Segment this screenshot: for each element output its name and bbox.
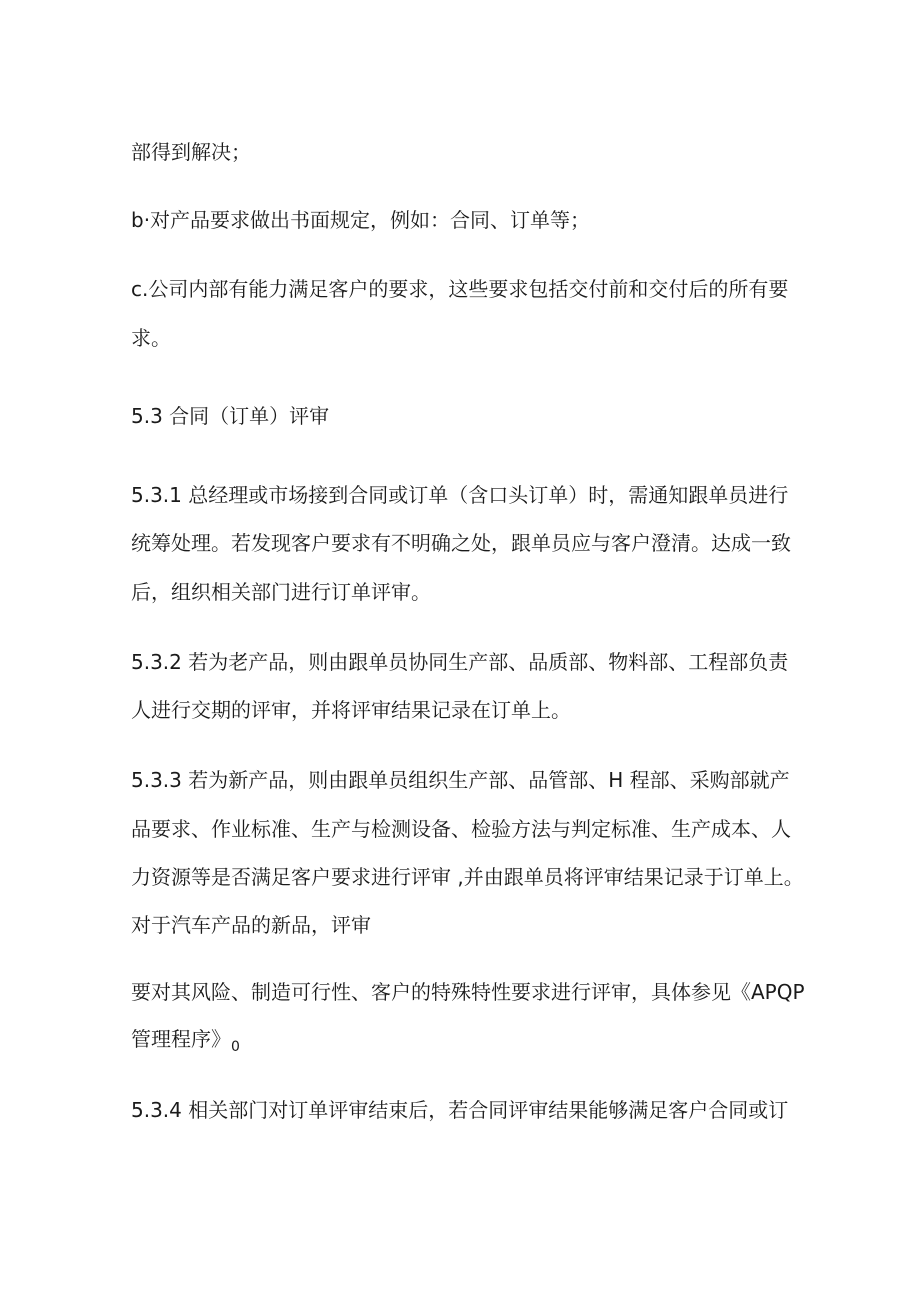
text-line: 要对其风险、制造可行性、客户的特殊特性要求进行评审，具体参见《APQP [131, 980, 805, 1004]
section-heading: 5.3 合同（订单）评审 [131, 404, 330, 428]
text-line: 5.3.1 总经理或市场接到合同或订单（含口头订单）时，需通知跟单员进行 [131, 483, 789, 507]
text-line: 人进行交期的评审，并将评审结果记录在订单上。 [131, 698, 571, 722]
text-span: 管理程序》 [131, 1027, 231, 1051]
text-line: 力资源等是否满足客户要求进行评审 ,并由跟单员将评审结果记录于订单上。 [131, 865, 804, 889]
text-line [131, 1026, 811, 1055]
text-line: c.公司内部有能力满足客户的要求，这些要求包括交付前和交付后的所有要 [131, 277, 789, 301]
text-line: 后，组织相关部门进行订单评审。 [131, 580, 431, 604]
trailing-mark: 0 [231, 1039, 240, 1055]
text-line: b·对产品要求做出书面规定，例如：合同、订单等； [131, 208, 591, 232]
text-line: 5.3.2 若为老产品，则由跟单员协同生产部、品质部、物料部、工程部负责 [131, 650, 789, 674]
text-line: 品要求、作业标准、生产与检测设备、检验方法与判定标准、生产成本、人 [131, 817, 791, 841]
text-line: 部得到解决； [131, 140, 251, 164]
text-line: 统筹处理。若发现客户要求有不明确之处，跟单员应与客户澄清。达成一致 [131, 531, 791, 555]
text-line: 对于汽车产品的新品，评审 [131, 913, 371, 937]
text-line: 5.3.3 若为新产品，则由跟单员组织生产部、品管部、H 程部、采购部就产 [131, 768, 790, 792]
text-line: 5.3.4 相关部门对订单评审结束后，若合同评审结果能够满足客户合同或订 [131, 1098, 789, 1122]
text-line: 求。 [131, 326, 171, 350]
